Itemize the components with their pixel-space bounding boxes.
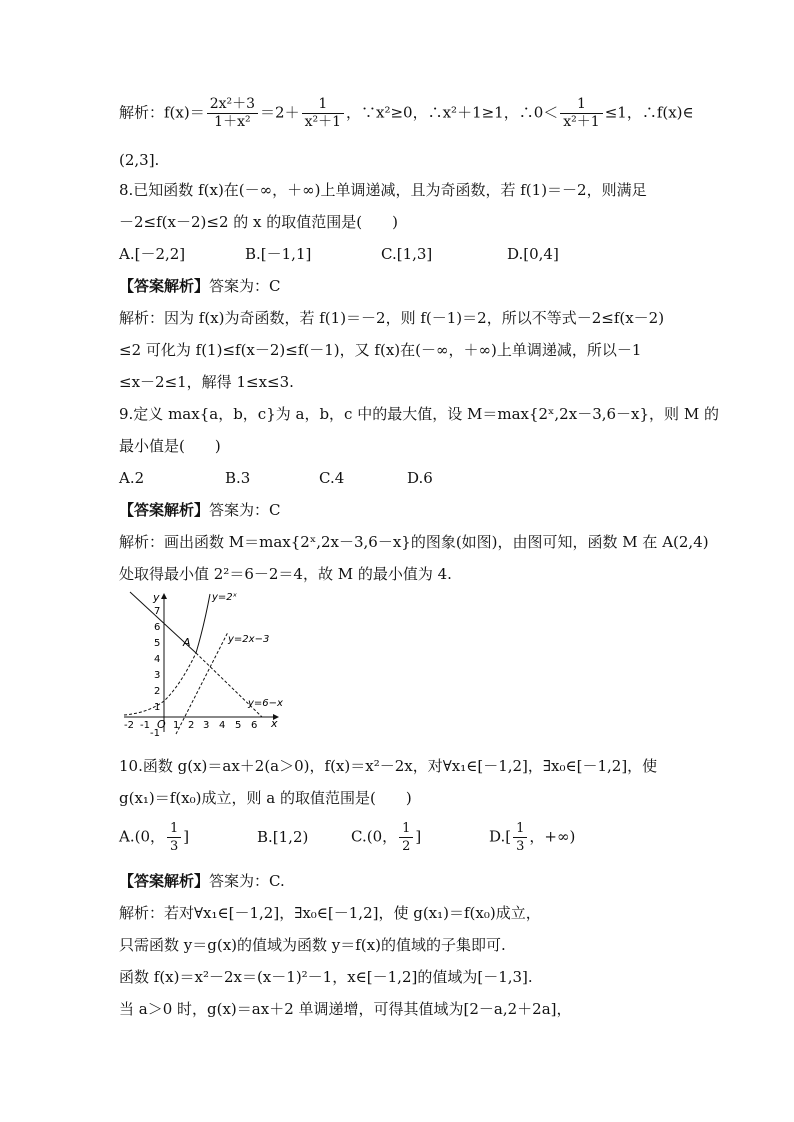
q10-option-d-fraction [513,820,527,855]
fraction-3-denominator: x²＋1 [563,114,600,130]
q9-solution-line2: 处取得最小值 2²＝6－2＝4，故 M 的最小值为 4. [119,565,452,583]
exp-curve-solid [196,594,210,653]
x-axis-label: x [271,717,278,730]
q10-option-d-denominator: 3 [516,839,525,854]
fraction-2-denominator: x²＋1 [304,114,342,130]
label-exp: y=2ˣ [212,592,238,603]
x-tick-2: 2 [188,720,195,731]
q8-option-d: D.[0,4] [507,245,559,263]
q10-stem-line1: 10.函数 g(x)＝ax＋2(a＞0)，f(x)＝x²－2x，对∀x₁∈[－1,2]，∃x₀∈[－1,2]，使 [119,757,658,775]
y-tick-4: 4 [154,654,161,665]
q9-solution-line1: 解析：画出函数 M＝max{2ˣ,2x－3,6－x}的图象(如图)，由图可知，函数 M 在 A(2,4) [119,533,709,551]
fraction-3-numerator: 1 [560,96,602,114]
x-tick-minus-2: -2 [124,720,134,731]
q8-answer [119,276,281,296]
point-a-label: A [183,636,191,649]
q10-option-b: B.[1,2) [257,827,309,846]
q8-solution-line2: ≤2 可化为 f(1)≤f(x－2)≤f(－1)，又 f(x)在(－∞，＋∞)上单调递减，所以－1 [119,341,642,359]
q9-option-a: A.2 [119,469,145,487]
q8-stem-line1: 8.已知函数 f(x)在(－∞，＋∞)上单调递减，且为奇函数，若 f(1)＝－2，则满足 [119,181,647,199]
q10-answer-text: 答案为：C. [209,872,285,890]
origin-label: O [157,718,166,731]
q10-option-d-post: ，+∞) [529,827,576,846]
q9-answer-text: 答案为：C [209,501,281,519]
q9-answer [119,500,281,520]
q8-option-c: C.[1,3] [381,245,433,263]
q8-option-b: B.[－1,1] [245,245,312,263]
q9-option-d: D.6 [407,469,433,487]
q9-options [119,468,433,488]
fraction-1-numerator: 2x²＋3 [207,96,258,114]
q10-solution-line2: 只需函数 y＝g(x)的值域为函数 y＝f(x)的值域的子集即可. [119,936,506,954]
q9-option-b: B.3 [225,469,251,487]
x-tick-3: 3 [203,720,210,731]
y-tick-7: 7 [154,606,161,617]
q10-option-a-numerator: 1 [167,820,181,838]
q10-option-a-pre: A.(0， [119,827,165,846]
q10-option-c [351,820,489,855]
q7-prefix: 解析：f(x)＝ [119,103,205,122]
fraction-2 [302,96,344,131]
q8-options [119,244,559,264]
q9-answer-heading: 【答案解析】 [119,501,210,519]
q9-option-c: C.4 [319,469,345,487]
q10-solution-line4: 当 a＞0 时，g(x)＝ax＋2 单调递增，可得其值域为[2－a,2＋2a]， [119,1000,572,1018]
q10-option-c-fraction [399,820,413,855]
q10-solution-line3: 函数 f(x)＝x²－2x＝(x－1)²－1，x∈[－1,2]的值域为[－1,3]. [119,968,533,986]
q8-option-a: A.[－2,2] [119,245,186,263]
y-tick-5: 5 [154,638,161,649]
q10-option-c-numerator: 1 [399,820,413,838]
label-2x-minus-3: y=2x−3 [228,634,270,645]
q7-tail: ≤1，∴f(x)∈ [604,103,694,122]
fraction-1 [207,96,258,131]
q7-mid: ，∵x²≥0，∴x²＋1≥1，∴0＜ [346,103,559,122]
q10-option-d [489,820,575,855]
q7-solution-line2: (2,3]. [119,151,160,169]
q10-option-a-post: ] [183,827,190,846]
y-tick-2: 2 [154,686,161,697]
y-tick-minus-1: -1 [150,728,160,736]
y-tick-1: 1 [154,702,161,713]
q10-option-c-post: ] [415,827,422,846]
fraction-2-numerator: 1 [302,96,344,114]
x-tick-1: 1 [173,720,180,731]
y-tick-3: 3 [154,670,161,681]
fraction-1-denominator: 1＋x² [214,114,251,130]
fraction-3 [560,96,602,131]
x-tick-5: 5 [235,720,242,731]
x-tick-4: 4 [219,720,226,731]
q10-option-c-pre: C.(0， [351,827,398,846]
y-axis-label: y [153,591,160,604]
q10-answer-heading: 【答案解析】 [119,872,210,890]
q10-solution-line1: 解析：若对∀x₁∈[－1,2]，∃x₀∈[－1,2]，使 g(x₁)＝f(x₀)成立， [119,904,541,922]
q7-solution-line1 [119,96,694,131]
q8-answer-text: 答案为：C [209,277,281,295]
y-tick-6: 6 [154,622,161,633]
x-tick-6: 6 [251,720,258,731]
q9-stem-line1: 9.定义 max{a，b，c}为 a，b，c 中的最大值，设 M＝max{2ˣ,2x－3,6－x}，则 M 的 [119,405,719,423]
q10-option-d-numerator: 1 [513,820,527,838]
q9-stem-line2: 最小值是( ) [119,437,221,455]
q8-solution-line1: 解析：因为 f(x)为奇函数，若 f(1)＝－2，则 f(－1)＝2，所以不等式－2≤f(x－2) [119,309,665,327]
q10-option-a-denominator: 3 [170,839,179,854]
q10-option-c-denominator: 2 [402,839,411,854]
q10-option-a-fraction [167,820,181,855]
q8-solution-line3: ≤x－2≤1，解得 1≤x≤3. [119,373,294,391]
q10-stem-line2: g(x₁)＝f(x₀)成立，则 a 的取值范围是( ) [119,789,412,807]
q7-eq2: ＝2＋ [260,103,300,122]
x-tick-minus-1: -1 [140,720,150,731]
q8-stem-line2: －2≤f(x－2)≤2 的 x 的取值范围是( ) [119,213,398,231]
function-graph [118,586,288,736]
label-6-minus-x: y=6−x [248,698,283,709]
q10-option-a [119,820,257,855]
q10-options [119,820,575,855]
q8-answer-heading: 【答案解析】 [119,277,210,295]
q10-answer [119,871,285,891]
q10-option-d-pre: D.[ [489,827,512,846]
